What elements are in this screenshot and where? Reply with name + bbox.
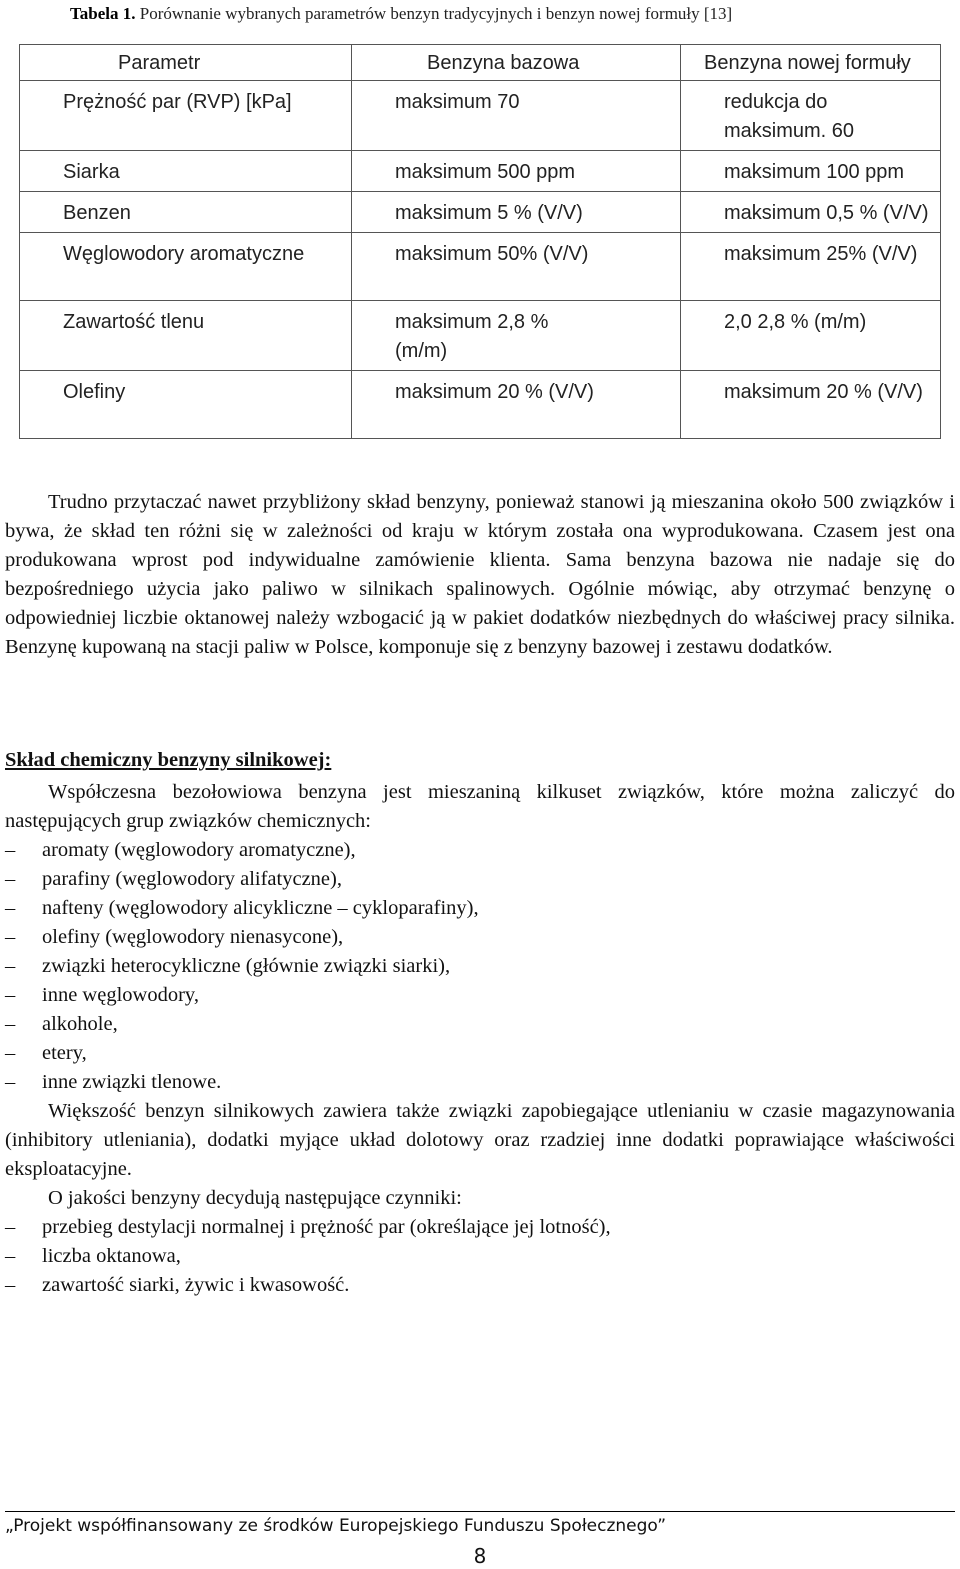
- table-cell: 2,0 2,8 % (m/m): [681, 301, 941, 371]
- additives-paragraph-text: Większość benzyn silnikowych zawiera także związki zapobiegające utlenianiu w czasie magazynowania (inhibitory utleniania), dodatki myjące układ dolotowy oraz rzadziej inne dodatki poprawiające właściwości eksploatacyjne.: [5, 1100, 955, 1180]
- dash-bullet: –: [5, 926, 16, 948]
- list-item-text: inne węglowodory,: [42, 984, 199, 1006]
- table-row: [20, 81, 941, 151]
- list-item: [5, 1068, 479, 1097]
- list-item-text: nafteny (węglowodory alicykliczne – cykloparafiny),: [42, 897, 479, 919]
- composition-paragraph-text: Współczesna bezołowiowa benzyna jest mieszaniną kilkuset związków, które można zaliczyć do następujących grup związków chemicznych:: [5, 781, 955, 832]
- table-caption: [70, 4, 732, 24]
- dash-bullet: –: [5, 984, 16, 1006]
- table-row: [20, 192, 941, 233]
- table-cell: maksimum 70: [352, 81, 681, 151]
- table-header-cell: Benzyna nowej formuły: [681, 45, 941, 81]
- table-cell: Olefiny: [20, 371, 352, 439]
- table-cell: redukcja do maksimum. 60: [681, 81, 941, 151]
- table-cell: Benzen: [20, 192, 352, 233]
- quality-paragraph: [5, 1184, 955, 1213]
- dash-bullet: –: [5, 868, 16, 890]
- parameters-table: [19, 44, 941, 439]
- table-row: [20, 301, 941, 371]
- table-cell-text: Prężność par (RVP) [kPa]: [63, 91, 292, 113]
- dash-bullet: –: [5, 1042, 16, 1064]
- quality-paragraph-text: O jakości benzyny decydują następujące czynniki:: [48, 1187, 462, 1209]
- dash-bullet: –: [5, 1245, 16, 1267]
- dash-bullet: –: [5, 1216, 16, 1238]
- list-item: [5, 981, 479, 1010]
- list-item: [5, 1010, 479, 1039]
- dash-bullet: –: [5, 1013, 16, 1035]
- table-cell: maksimum 20 % (V/V): [352, 371, 681, 439]
- list-item-text: przebieg destylacji normalnej i prężność par (określające jej lotność),: [42, 1216, 611, 1238]
- section-heading: Skład chemiczny benzyny silnikowej:: [5, 749, 332, 771]
- list-item: [5, 836, 479, 865]
- table-cell: maksimum 2,8 % (m/m): [352, 301, 681, 371]
- list-item: [5, 1271, 611, 1300]
- list-item-text: etery,: [42, 1042, 87, 1064]
- table-row: [20, 233, 941, 301]
- dash-bullet: –: [5, 839, 16, 861]
- table-header-cell: Benzyna bazowa: [352, 45, 681, 81]
- dash-bullet: –: [5, 955, 16, 977]
- list-item-text: parafiny (węglowodory alifatyczne),: [42, 868, 342, 890]
- quality-factors-list: [5, 1213, 611, 1300]
- table-cell: maksimum 5 % (V/V): [352, 192, 681, 233]
- table-cell: Siarka: [20, 151, 352, 192]
- footer-divider: [5, 1511, 955, 1512]
- table-cell: maksimum 50% (V/V): [352, 233, 681, 301]
- list-item-text: zawartość siarki, żywic i kwasowość.: [42, 1274, 350, 1296]
- additives-paragraph: [5, 1097, 955, 1184]
- compound-groups-list: [5, 836, 479, 1097]
- list-item-text: alkohole,: [42, 1013, 118, 1035]
- dash-bullet: –: [5, 1071, 16, 1093]
- composition-paragraph: [5, 778, 955, 836]
- list-item-text: olefiny (węglowodory nienasycone),: [42, 926, 344, 948]
- table-cell: Zawartość tlenu: [20, 301, 352, 371]
- dash-bullet: –: [5, 897, 16, 919]
- page-number: 8: [473, 1544, 487, 1568]
- footer-text: „Projekt współfinansowany ze środków Europejskiego Funduszu Społecznego”: [5, 1516, 667, 1536]
- list-item-text: związki heterocykliczne (głównie związki siarki),: [42, 955, 451, 977]
- list-item: [5, 865, 479, 894]
- table-row: [20, 371, 941, 439]
- list-item-text: inne związki tlenowe.: [42, 1071, 222, 1093]
- table-cell: maksimum 0,5 % (V/V): [681, 192, 941, 233]
- table-cell: [20, 81, 352, 151]
- intro-paragraph-text: Trudno przytaczać nawet przybliżony skład benzyny, ponieważ stanowi ją mieszanina około 500 związków i bywa, że skład ten różni się w zależności od kraju w którym została ona wyprodukowana. Czasem jest ona produkowana wprost pod indywidualne zamówienie klienta. Sama benzyna bazowa nie nadaje się do bezpośredniego użycia jako paliwo w silnikach spalinowych. Ogólnie mówiąc, aby otrzymać benzynę o odpowiedniej liczbie oktanowej należy wzbogacić ją w pakiet dodatków niezbędnych do właściwej pracy silnika. Benzynę kupowaną na stacji paliw w Polsce, komponuje się z benzyny bazowej i zestawu dodatków.: [5, 491, 955, 658]
- table-cell: maksimum 500 ppm: [352, 151, 681, 192]
- table-caption-label: Tabela 1.: [70, 4, 136, 23]
- list-item: [5, 923, 479, 952]
- table-cell: Węglowodory aromatyczne: [20, 233, 352, 301]
- list-item-text: liczba oktanowa,: [42, 1245, 181, 1267]
- table-row: [20, 151, 941, 192]
- table-caption-text: Porównanie wybranych parametrów benzyn tradycyjnych i benzyn nowej formuły [13]: [135, 4, 733, 23]
- list-item-text: aromaty (węglowodory aromatyczne),: [42, 839, 356, 861]
- intro-paragraph: [5, 488, 955, 662]
- list-item: [5, 1039, 479, 1068]
- table-header-row: [20, 45, 941, 81]
- table-cell: maksimum 25% (V/V): [681, 233, 941, 301]
- table-cell: maksimum 100 ppm: [681, 151, 941, 192]
- list-item: [5, 894, 479, 923]
- dash-bullet: –: [5, 1274, 16, 1296]
- list-item: [5, 952, 479, 981]
- table-header-cell: Parametr: [20, 45, 352, 81]
- table-cell: maksimum 20 % (V/V): [681, 371, 941, 439]
- list-item: [5, 1213, 611, 1242]
- list-item: [5, 1242, 611, 1271]
